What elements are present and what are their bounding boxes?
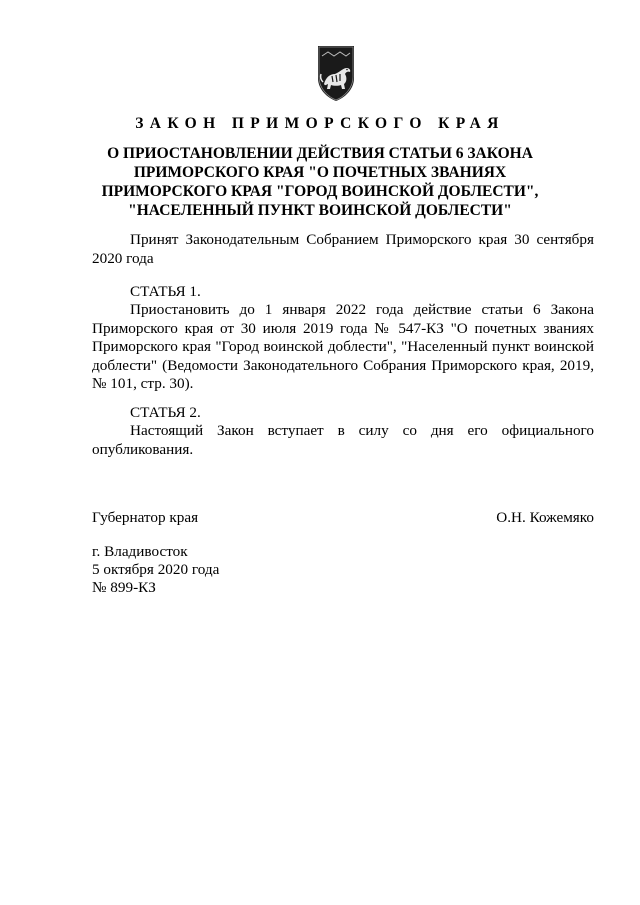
article-1-heading: СТАТЬЯ 1. <box>130 283 201 300</box>
law-subtitle <box>60 144 580 220</box>
subtitle-line: ПРИМОРСКОГО КРАЯ "О ПОЧЕТНЫХ ЗВАНИЯХ <box>133 164 507 181</box>
subtitle-line: "НАСЕЛЕННЫЙ ПУНКТ ВОИНСКОЙ ДОБЛЕСТИ" <box>128 202 512 219</box>
issue-date: 5 октября 2020 года <box>92 561 220 578</box>
article-2-heading: СТАТЬЯ 2. <box>130 404 201 421</box>
law-title: ЗАКОН ПРИМОРСКОГО КРАЯ <box>135 115 505 132</box>
subtitle-line: ПРИМОРСКОГО КРАЯ "ГОРОД ВОИНСКОЙ ДОБЛЕСТИ", <box>101 183 539 200</box>
coat-of-arms-emblem <box>314 44 358 102</box>
signatory-position: Губернатор края <box>92 509 199 526</box>
subtitle-line: О ПРИОСТАНОВЛЕНИИ ДЕЙСТВИЯ СТАТЬИ 6 ЗАКОНА <box>107 145 533 162</box>
article-2-text: Настоящий Закон вступает в силу со дня его официального опубликования. <box>92 422 594 458</box>
law-number: № 899-КЗ <box>92 579 156 596</box>
signatory-name: О.Н. Кожемяко <box>496 509 594 526</box>
issue-place: г. Владивосток <box>92 543 188 560</box>
article-1-text: Приостановить до 1 января 2022 года действие статьи 6 Закона Приморского края от 30 июля 2019 года № 547-КЗ "О почетных званиях Приморского края "Город воинской доблести", "Населенный пункт воинской доблести" (Ведомости Законодательного Собрания Приморского края, 2019, № 101, стр. 30). <box>92 301 594 392</box>
adoption-statement: Принят Законодательным Собранием Приморского края 30 сентября 2020 года <box>92 231 594 267</box>
